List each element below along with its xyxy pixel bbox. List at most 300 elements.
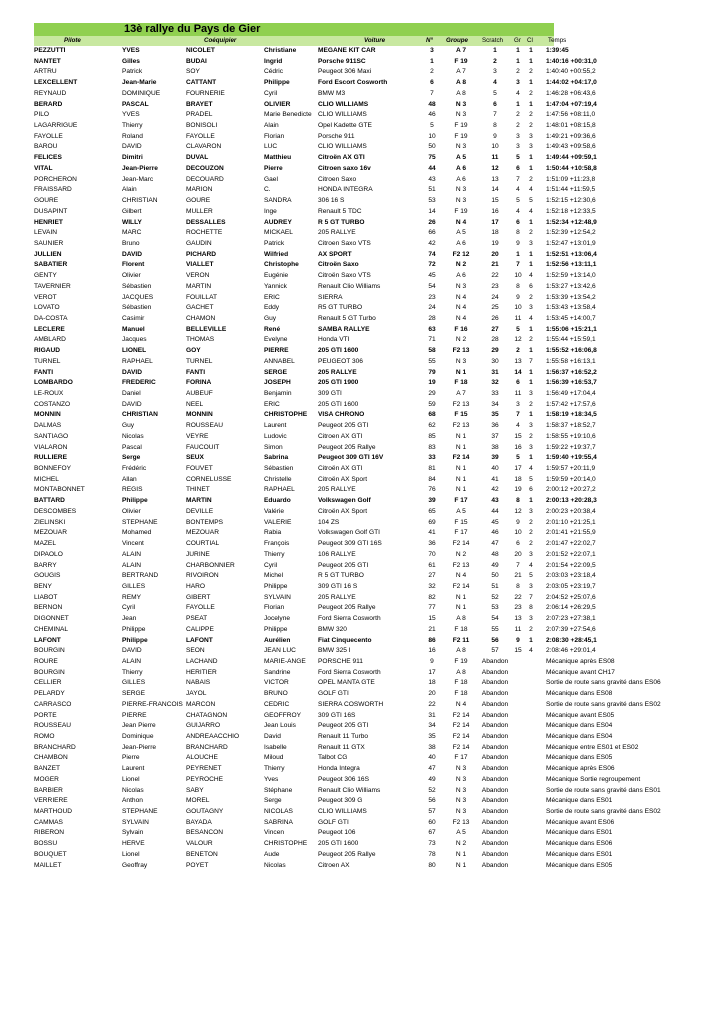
cell-numero: 56	[428, 797, 436, 805]
cell-pilote: RIBERON	[34, 829, 65, 837]
cell-groupe: F2 13	[452, 561, 470, 569]
cell-pilote-prenom: Daniel	[122, 390, 141, 397]
cell-pilote: DIPAOLO	[34, 550, 63, 558]
cell-numero: 27	[428, 572, 436, 580]
cell-voiture: SAMBA RALLYE	[318, 325, 370, 333]
cell-voiture: PEUGEOT 306	[318, 357, 363, 365]
cell-groupe: N 3	[455, 186, 467, 194]
cell-groupe: F 17	[454, 497, 468, 505]
cell-numero: 32	[428, 582, 436, 590]
cell-coequipier: BUDAI	[186, 57, 207, 65]
cell-scratch: 29	[491, 347, 499, 355]
cell-scratch: 19	[491, 239, 499, 247]
cell-scratch: 40	[491, 465, 499, 473]
cell-groupe: A 6	[456, 272, 466, 280]
cell-pilote-prenom: Thierry	[122, 122, 143, 130]
cell-numero: 48	[428, 100, 436, 108]
cell-numero: 14	[428, 207, 436, 215]
cell-voiture: SIERRA COSWORTH	[318, 700, 384, 708]
cell-coequipier: FAYOLLE	[186, 604, 215, 612]
table-row	[34, 528, 596, 539]
cell-numero: 35	[428, 733, 436, 740]
table-row	[34, 753, 613, 764]
cell-groupe: F2 13	[452, 400, 470, 408]
cell-coequipier-prenom: MICKAEL	[264, 229, 293, 237]
cell-coequipier: MARION	[186, 186, 213, 194]
cell-coequipier-prenom: David	[264, 733, 281, 740]
cell-cl: 2	[529, 122, 533, 130]
cell-voiture: CLIO WILLIAMS	[318, 143, 367, 151]
cell-coequipier-prenom: Philippe	[264, 582, 288, 590]
cell-temps: 1:55:06 +15:21,1	[546, 325, 597, 333]
cell-temps: 2:01:41 +21:55,9	[546, 529, 596, 537]
cell-pilote-prenom: Dimitri	[122, 154, 143, 162]
cell-cl: 3	[529, 582, 533, 590]
cell-cl: 3	[529, 143, 533, 151]
cell-pilote: ROUSSEAU	[34, 722, 72, 730]
cell-temps: 1:39:45	[546, 47, 569, 54]
cell-gr: 3	[516, 143, 520, 151]
cell-coequipier: BONISOLI	[186, 122, 218, 130]
cell-coequipier: BESANCON	[186, 829, 224, 837]
cell-coequipier-prenom: Eddy	[264, 304, 280, 312]
cell-pilote-prenom: Cyril	[122, 604, 136, 612]
cell-pilote: DA-COSTA	[34, 314, 68, 322]
cell-temps: 1:58:55 +19:10,6	[546, 432, 596, 440]
cell-scratch: 25	[491, 304, 499, 312]
cell-groupe: A 5	[456, 829, 466, 837]
cell-voiture: Renault Clio Williams	[318, 282, 381, 290]
cell-pilote: BONNEFOY	[34, 465, 72, 473]
cell-coequipier: DECOUARD	[186, 175, 224, 183]
cell-numero: 45	[428, 272, 436, 280]
cell-coequipier: FOUILLAT	[186, 293, 218, 301]
cell-cl: 3	[529, 422, 533, 430]
cell-pilote-prenom: JACQUES	[122, 293, 154, 301]
header-scratch: Scratch	[482, 37, 503, 44]
cell-pilote: LE-ROUX	[34, 390, 64, 397]
table-header	[34, 36, 567, 46]
cell-numero: 47	[428, 765, 436, 773]
cell-pilote-prenom: Jacques	[122, 336, 147, 344]
cell-groupe: F 17	[454, 529, 468, 537]
cell-coequipier-prenom: RAPHAEL	[264, 486, 295, 494]
cell-coequipier-prenom: SYLVAIN	[264, 593, 291, 601]
cell-pilote: LOMBARDO	[34, 379, 73, 387]
cell-pilote-prenom: MARC	[122, 229, 142, 237]
cell-cl: 2	[529, 175, 533, 183]
cell-scratch: 30	[491, 357, 499, 365]
cell-gr: 9	[516, 636, 520, 644]
cell-numero: 6	[430, 79, 434, 87]
cell-gr: 4	[516, 207, 520, 215]
cell-cl: 4	[529, 647, 533, 655]
cell-gr: 11	[514, 625, 522, 633]
cell-coequipier-prenom: Pierre	[264, 164, 283, 172]
cell-gr: 8	[516, 497, 520, 505]
cell-voiture: Citroen saxo 16v	[318, 164, 371, 172]
cell-voiture: Renault 5 TDC	[318, 207, 362, 215]
cell-coequipier: PEYRENET	[186, 765, 222, 773]
cell-coequipier-prenom: Alain	[264, 122, 279, 130]
cell-coequipier-prenom: Philippe	[264, 79, 290, 87]
cell-pilote: BERNON	[34, 604, 63, 612]
cell-coequipier-prenom: Aurélien	[264, 636, 291, 644]
cell-coequipier-prenom: SABRINA	[264, 818, 293, 826]
cell-status: Abandon	[481, 657, 509, 665]
table-row	[34, 378, 597, 389]
cell-status: Abandon	[481, 808, 509, 816]
cell-pilote: VERRIERE	[34, 797, 68, 805]
cell-scratch: 6	[493, 100, 497, 108]
cell-coequipier-prenom: Yannick	[264, 282, 287, 290]
cell-voiture: 309 GTI 16S	[318, 711, 356, 719]
cell-cl: 6	[529, 282, 533, 290]
cell-cl: 1	[529, 411, 533, 419]
cell-voiture: Citroën Saxo VTS	[318, 272, 371, 280]
cell-pilote: BATTARD	[34, 497, 65, 505]
cell-pilote: AMBLARD	[34, 336, 66, 344]
cell-coequipier-prenom: LUC	[264, 143, 278, 151]
cell-pilote-prenom: Jean	[122, 615, 137, 623]
cell-pilote: MAZEL	[34, 540, 56, 548]
table-row	[34, 260, 597, 271]
cell-groupe: N 1	[455, 443, 467, 451]
cell-coequipier: SABY	[186, 786, 204, 794]
table-row	[34, 839, 613, 850]
cell-temps: 1:56:49 +17:04,4	[546, 390, 596, 397]
table-row	[34, 850, 613, 861]
table-row	[34, 518, 596, 529]
cell-temps: 1:51:09 +11:23,8	[546, 175, 596, 183]
cell-numero: 81	[428, 465, 436, 473]
cell-coequipier: JURINE	[186, 550, 210, 558]
cell-coequipier: ANDREAACCHIO	[186, 733, 240, 740]
cell-coequipier-prenom: Sabrina	[264, 454, 289, 462]
cell-numero: 53	[428, 197, 436, 205]
cell-status: Abandon	[481, 775, 509, 783]
cell-pilote-prenom: Serge	[122, 454, 141, 462]
cell-pilote-prenom: RAPHAEL	[122, 357, 153, 365]
cell-scratch: 45	[491, 518, 499, 526]
table-row	[34, 786, 661, 797]
cell-status: Abandon	[481, 711, 509, 719]
cell-pilote: LECLERE	[34, 325, 65, 333]
cell-gr: 20	[514, 550, 522, 558]
cell-groupe: N 1	[455, 432, 467, 440]
cell-voiture: Porsche 911	[318, 132, 355, 140]
cell-voiture: Peugeot 205 GTI	[318, 722, 369, 730]
cell-coequipier: GUIJARRO	[186, 722, 221, 730]
cell-coequipier: THINET	[186, 486, 210, 494]
cell-gr: 1	[516, 47, 520, 54]
cell-cl: 3	[529, 443, 533, 451]
cell-gr: 9	[516, 293, 520, 301]
cell-gr: 7	[516, 175, 520, 183]
cell-numero: 84	[428, 475, 436, 483]
cell-temps: 2:03:03 +23:18,4	[546, 572, 596, 580]
cell-numero: 86	[428, 636, 436, 644]
cell-pilote-prenom: STEPHANE	[122, 808, 158, 816]
cell-coequipier-prenom: Valérie	[264, 507, 285, 515]
cell-pilote: LEXCELLENT	[34, 79, 78, 87]
cell-gr: 4	[516, 422, 520, 430]
cell-voiture: 205 GTI 1600	[318, 347, 359, 355]
cell-voiture: Honda Integra	[318, 765, 360, 773]
cell-pilote-prenom: Manuel	[122, 325, 145, 333]
table-row	[34, 400, 596, 411]
table-row	[34, 732, 613, 743]
cell-scratch: 1	[493, 47, 497, 54]
cell-temps: 1:40:16 +00:31,0	[546, 57, 597, 65]
cell-temps: 1:55:44 +15:59,1	[546, 336, 596, 344]
cell-coequipier: GOY	[186, 347, 201, 355]
cell-pilote: LAFONT	[34, 636, 61, 644]
cell-cl: 5	[529, 197, 533, 205]
table-row	[34, 368, 597, 379]
cell-scratch: 11	[491, 154, 499, 162]
cell-pilote: VITAL	[34, 164, 53, 172]
cell-pilote: BARRY	[34, 561, 57, 569]
cell-pilote-prenom: CHRISTIAN	[122, 197, 158, 205]
cell-pilote-prenom: Olivier	[122, 272, 141, 280]
cell-pilote: LIABOT	[34, 593, 58, 601]
cell-cl: 2	[529, 336, 533, 344]
cell-pilote-prenom: Philippe	[122, 497, 148, 505]
cell-temps: 2:00:23 +20:38,4	[546, 507, 596, 515]
cell-voiture: Citroen AX	[318, 861, 350, 869]
cell-temps: 1:59:40 +19:55,4	[546, 454, 597, 462]
cell-temps: 1:52:47 +13:01,9	[546, 239, 596, 247]
cell-groupe: N 1	[455, 368, 467, 376]
cell-coequipier-prenom: PIERRE	[264, 347, 289, 355]
cell-pilote: DIGONNET	[34, 615, 69, 623]
cell-groupe: F 19	[454, 132, 468, 140]
cell-cl: 1	[529, 454, 533, 462]
cell-temps: 1:53:27 +13:42,6	[546, 282, 596, 290]
cell-voiture: 309 GTI 16 S	[318, 582, 358, 590]
cell-pilote: BOURGIN	[34, 668, 65, 676]
cell-coequipier: MARTIN	[186, 497, 212, 505]
cell-numero: 40	[428, 754, 436, 762]
cell-temps: 1:52:51 +13:06,4	[546, 250, 597, 258]
cell-voiture: CLIO WILLIAMS	[318, 100, 369, 108]
cell-gr: 14	[514, 368, 522, 376]
cell-cl: 2	[529, 89, 533, 97]
cell-cl: 2	[529, 400, 533, 408]
cell-temps: 1:59:57 +20:11,9	[546, 465, 596, 473]
cell-gr: 5	[516, 454, 520, 462]
cell-coequipier-prenom: Gael	[264, 175, 278, 183]
cell-temps: 2:04:52 +25:07,6	[546, 593, 596, 601]
cell-voiture: Citroën Saxo	[318, 261, 359, 269]
cell-numero: 20	[428, 690, 436, 698]
cell-gr: 6	[516, 540, 520, 548]
cell-temps: 1:50:44 +10:58,8	[546, 164, 597, 172]
cell-coequipier-prenom: Marie Benedicte	[264, 111, 312, 119]
cell-numero: 61	[428, 561, 436, 569]
cell-scratch: 42	[491, 486, 499, 494]
cell-coequipier-prenom: Thierry	[264, 550, 285, 558]
cell-pilote-prenom: GILLES	[122, 582, 146, 590]
cell-scratch: 17	[491, 218, 499, 226]
cell-coequipier-prenom: Inge	[264, 207, 277, 215]
cell-pilote-prenom: BERTRAND	[122, 572, 159, 580]
cell-voiture: 205 RALLYE	[318, 368, 357, 376]
cell-cl: 1	[529, 379, 533, 387]
cell-numero: 68	[428, 411, 436, 419]
cell-numero: 42	[428, 239, 436, 247]
cell-coequipier: ROUSSEAU	[186, 422, 224, 430]
cell-coequipier: BELLEVILLE	[186, 325, 227, 333]
cell-pilote-prenom: YVES	[122, 47, 140, 54]
cell-temps: 1:53:45 +14:00,7	[546, 314, 596, 322]
cell-temps: 2:07:39 +27:54,6	[546, 625, 596, 633]
cell-gr: 3	[516, 132, 520, 140]
cell-coequipier: CORNELUSSE	[186, 475, 232, 483]
cell-status: Abandon	[481, 850, 509, 858]
cell-pilote-prenom: Anthon	[122, 797, 143, 805]
cell-coequipier: NICOLET	[186, 47, 215, 54]
cell-scratch: 54	[491, 615, 499, 623]
cell-pilote-prenom: Jean-Pierre	[122, 164, 158, 172]
cell-numero: 1	[430, 57, 434, 65]
cell-temps: 1:53:39 +13:54,2	[546, 293, 596, 301]
cell-pilote-prenom: ALAIN	[122, 561, 142, 569]
cell-cl: 2	[529, 432, 533, 440]
cell-pilote: GENTY	[34, 272, 57, 280]
cell-groupe: A 8	[456, 668, 466, 676]
cell-groupe: N 3	[455, 786, 467, 794]
cell-pilote: CHAMBON	[34, 754, 68, 762]
cell-groupe: F 18	[454, 625, 468, 633]
cell-temps: 2:01:10 +21:25,1	[546, 518, 596, 526]
cell-pilote-prenom: Gilles	[122, 57, 140, 65]
cell-cl: 1	[529, 261, 533, 269]
cell-scratch: 56	[491, 636, 499, 644]
cell-scratch: 55	[491, 625, 499, 633]
cell-status: Abandon	[481, 679, 509, 687]
cell-coequipier-prenom: Florian	[264, 604, 285, 612]
cell-voiture: Citroen Saxo	[318, 175, 357, 183]
cell-pilote-prenom: Jean-Pierre	[122, 743, 157, 751]
cell-groupe: F 19	[454, 57, 468, 65]
cell-pilote: FANTI	[34, 368, 54, 376]
cell-pilote: ZIELINSKI	[34, 518, 66, 526]
cell-pilote-prenom: REGIS	[122, 486, 143, 494]
cell-coequipier-prenom: Jean Louis	[264, 722, 296, 730]
cell-groupe: N 3	[455, 765, 467, 773]
cell-coequipier: SOY	[186, 68, 200, 76]
cell-gr: 9	[516, 239, 520, 247]
cell-numero: 67	[428, 829, 436, 837]
cell-scratch: 38	[491, 443, 499, 451]
cell-numero: 34	[428, 722, 436, 730]
cell-coequipier-prenom: MARIE-ANGE	[264, 657, 306, 665]
cell-temps: 1:49:44 +09:59,1	[546, 154, 597, 162]
cell-cl: 2	[529, 111, 533, 119]
cell-temps: 1:59:22 +19:37,7	[546, 443, 596, 451]
cell-coequipier-prenom: Thierry	[264, 765, 285, 773]
cell-coequipier: BRANCHARD	[186, 743, 228, 751]
cell-groupe: F 17	[454, 754, 468, 762]
cell-scratch: 18	[491, 229, 499, 237]
cell-coequipier-prenom: GEOFFROY	[264, 711, 301, 719]
table-row	[34, 175, 596, 186]
table-row	[34, 207, 596, 218]
cell-voiture: Peugeot 205 GTI	[318, 561, 369, 569]
cell-cl: 1	[529, 79, 533, 87]
cell-status: Abandon	[481, 743, 509, 751]
table-row	[34, 67, 596, 78]
cell-comment: Mécanique avant CH17	[546, 668, 615, 676]
cell-coequipier: BRAYET	[186, 100, 213, 108]
cell-gr: 23	[514, 604, 522, 612]
cell-groupe: F2 14	[452, 743, 470, 751]
cell-coequipier-prenom: Isabelle	[264, 743, 287, 751]
cell-pilote-prenom: Philippe	[122, 636, 148, 644]
cell-groupe: N 3	[455, 143, 467, 151]
cell-coequipier-prenom: CEDRIC	[264, 700, 290, 708]
cell-groupe: N 3	[455, 100, 467, 108]
cell-numero: 38	[428, 743, 436, 751]
cell-pilote-prenom: Dominique	[122, 733, 154, 740]
cell-numero: 72	[428, 261, 436, 269]
cell-cl: 2	[529, 540, 533, 548]
cell-pilote: CELLIER	[34, 679, 62, 687]
cell-scratch: 12	[491, 164, 499, 172]
cell-pilote: GOURE	[34, 197, 59, 205]
cell-pilote: SANTIAGO	[34, 432, 69, 440]
cell-coequipier-prenom: Serge	[264, 797, 282, 805]
cell-coequipier-prenom: Laurent	[264, 422, 287, 430]
table-row	[34, 646, 596, 657]
cell-scratch: 47	[491, 540, 499, 548]
cell-scratch: 27	[491, 325, 499, 333]
cell-gr: 8	[516, 582, 520, 590]
cell-gr: 3	[516, 79, 520, 87]
cell-coequipier: MOREL	[186, 797, 210, 805]
cell-groupe: N 4	[455, 572, 467, 580]
cell-voiture: Citroën AX GTI	[318, 154, 365, 162]
cell-numero: 75	[428, 154, 436, 162]
cell-groupe: N 4	[455, 700, 467, 708]
cell-scratch: 28	[491, 336, 499, 344]
cell-coequipier-prenom: Ingrid	[264, 57, 283, 65]
cell-status: Abandon	[481, 668, 509, 676]
cell-temps: 1:52:34 +12:48,9	[546, 218, 597, 226]
cell-pilote: SAUNIER	[34, 239, 64, 247]
cell-voiture: SIERRA	[318, 293, 343, 301]
cell-pilote-prenom: REMY	[122, 593, 142, 601]
cell-temps: 1:47:04 +07:19,4	[546, 100, 597, 108]
cell-voiture: Ford Escort Cosworth	[318, 79, 388, 87]
cell-pilote-prenom: Roland	[122, 132, 143, 140]
cell-cl: 3	[529, 550, 533, 558]
cell-groupe: F2 14	[452, 722, 470, 730]
cell-comment: Mécanique dans ES01	[546, 797, 613, 805]
cell-groupe: A 8	[456, 89, 466, 97]
cell-coequipier-prenom: BRUNO	[264, 690, 288, 698]
cell-temps: 2:01:47 +22:02,7	[546, 540, 596, 548]
cell-scratch: 13	[491, 175, 499, 183]
table-row	[34, 678, 661, 689]
cell-coequipier-prenom: Sébastien	[264, 465, 294, 473]
cell-cl: 4	[529, 465, 533, 473]
cell-groupe: N 3	[455, 197, 467, 205]
cell-pilote-prenom: Sylvain	[122, 829, 144, 837]
cell-gr: 1	[516, 100, 520, 108]
